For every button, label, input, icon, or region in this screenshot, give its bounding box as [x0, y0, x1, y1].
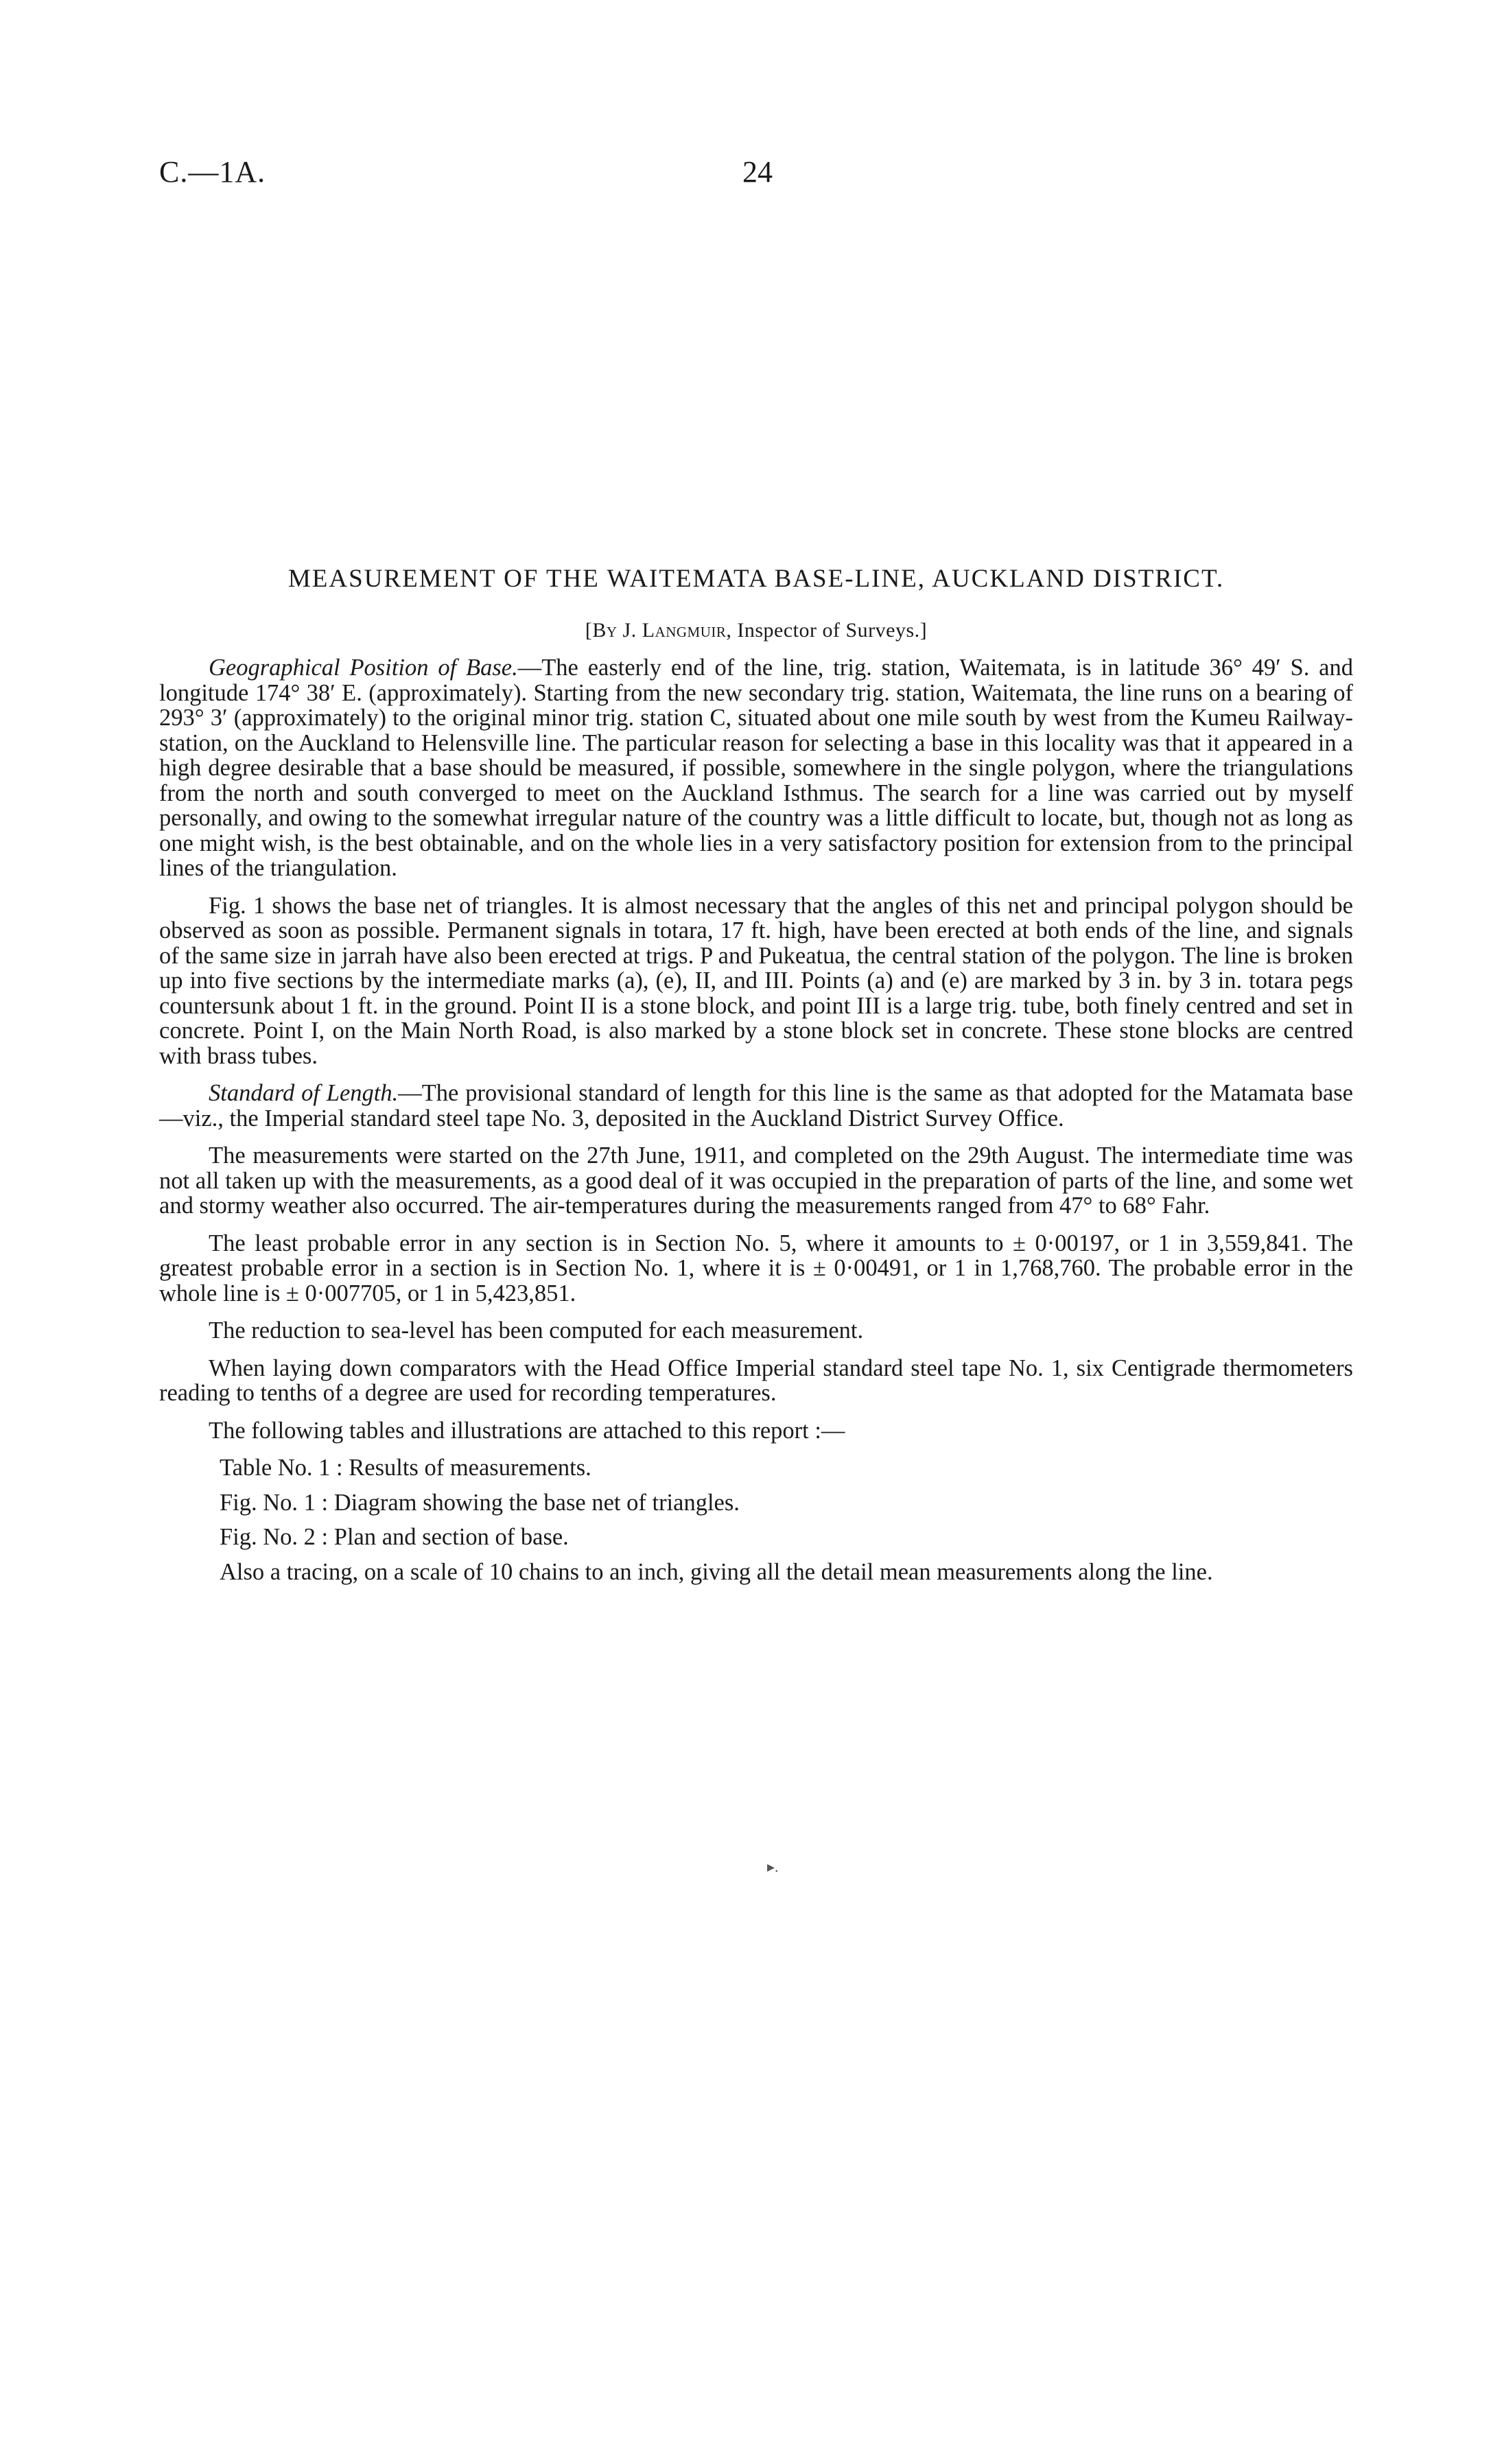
- article-body: [159, 655, 1353, 1594]
- document-reference: C.—1A.: [159, 155, 266, 189]
- paragraph-text: —The provisional standard of length for this line is the same as that adopted for the Matamata base—viz., the Imperial standard steel tape No. 3, deposited in the Auckland District Survey Office.: [159, 1080, 1353, 1131]
- list-item: Fig. No. 2 : Plan and section of base.: [220, 1524, 569, 1550]
- paragraph-lead: Standard of Length.: [209, 1080, 399, 1106]
- byline: [159, 619, 1353, 642]
- byline-open: [: [585, 619, 593, 642]
- paragraph-probable-error: The least probable error in any section is in Section No. 5, where it amounts to ± 0·00197, or 1 in 3,559,841. The greatest probable error in a section is in Section No. 1, where it is ± 0·00491, or 1 in 1,768,760. The probable error in the whole line is ± 0·007705, or 1 in 5,423,851.: [159, 1230, 1353, 1306]
- attachments-list: [159, 1455, 1353, 1584]
- paragraph-attachments-intro: The following tables and illustrations are attached to this report :—: [209, 1417, 845, 1444]
- paragraph-standard-of-length: [159, 1081, 1353, 1131]
- byline-by: By: [592, 619, 618, 642]
- paragraph-geographical-position: [159, 655, 1353, 881]
- paragraph-lead: Geographical Position of Base.: [209, 655, 518, 681]
- list-item: Also a tracing, on a scale of 10 chains to an inch, giving all the detail mean measurements along the line.: [220, 1558, 1213, 1585]
- page-header: [159, 154, 1353, 202]
- byline-initial: J.: [622, 619, 637, 642]
- paragraph-measurement-dates: The measurements were started on the 27th June, 1911, and completed on the 29th August. The intermediate time was not all taken up with the measurements, as a good deal of it was occupied in the preparation of parts of the line, and some wet and stormy weather also occurred. The air-temperatures during the measurements ranged from 47° to 68° Fahr.: [159, 1142, 1353, 1219]
- list-item: Table No. 1 : Results of measurements.: [220, 1455, 591, 1481]
- paragraph-comparators: When laying down comparators with the Head Office Imperial standard steel tape No. 1, six Centigrade thermometers reading to tenths of a degree are used for recording temperatures.: [159, 1354, 1353, 1406]
- page-number: 24: [742, 155, 773, 189]
- end-mark: ▸.: [767, 1858, 779, 1875]
- paragraph-sea-level: The reduction to sea-level has been computed for each measurement.: [209, 1317, 864, 1344]
- paragraph-base-net: Fig. 1 shows the base net of triangles. It is almost necessary that the angles of this net and principal polygon should be observed as soon as possible. Permanent signals in totara, 17 ft. high, have been erected at both ends of the line, and signals of the same size in jarrah have also been erected at trigs. P and Pukeatua, the central station of the polygon. The line is broken up into five sections by the intermediate marks (a), (e), II, and III. Points (a) and (e) are marked by 3 in. by 3 in. totara pegs countersunk about 1 ft. in the ground. Point II is a stone block, and point III is a large trig. tube, both finely centred and set in concrete. Point I, on the Main North Road, is also marked by a stone block set in concrete. These stone blocks are centred with brass tubes.: [159, 892, 1353, 1069]
- byline-role: Inspector of Surveys.]: [737, 619, 928, 642]
- byline-surname: Langmuir,: [642, 619, 732, 642]
- list-item: Fig. No. 1 : Diagram showing the base net of triangles.: [220, 1489, 740, 1516]
- paragraph-text: —The easterly end of the line, trig. station, Waitemata, is in latitude 36° 49′ S. and longitude 174° 38′ E. (approximately). Starting from the new secondary trig. station, Waitemata, the line runs on a bearing of 293° 3′ (approximately) to the original minor trig. station C, situated about one mile south by west from the Kumeu Railway-station, on the Auckland to Helensville line. The particular reason for selecting a base in this locality was that it appeared in a high degree desirable that a base should be measured, if possible, somewhere in the single polygon, where the triangulations from the north and south converged to meet on the Auckland Isthmus. The search for a line was carried out by myself personally, and owing to the somewhat irregular nature of the country was a little difficult to locate, but, though not as long as one might wish, is the best obtainable, and on the whole lies in a very satisfactory position for extension from to the principal lines of the triangulation.: [159, 655, 1353, 881]
- article-title: MEASUREMENT OF THE WAITEMATA BASE-LINE, AUCKLAND DISTRICT.: [287, 565, 1225, 593]
